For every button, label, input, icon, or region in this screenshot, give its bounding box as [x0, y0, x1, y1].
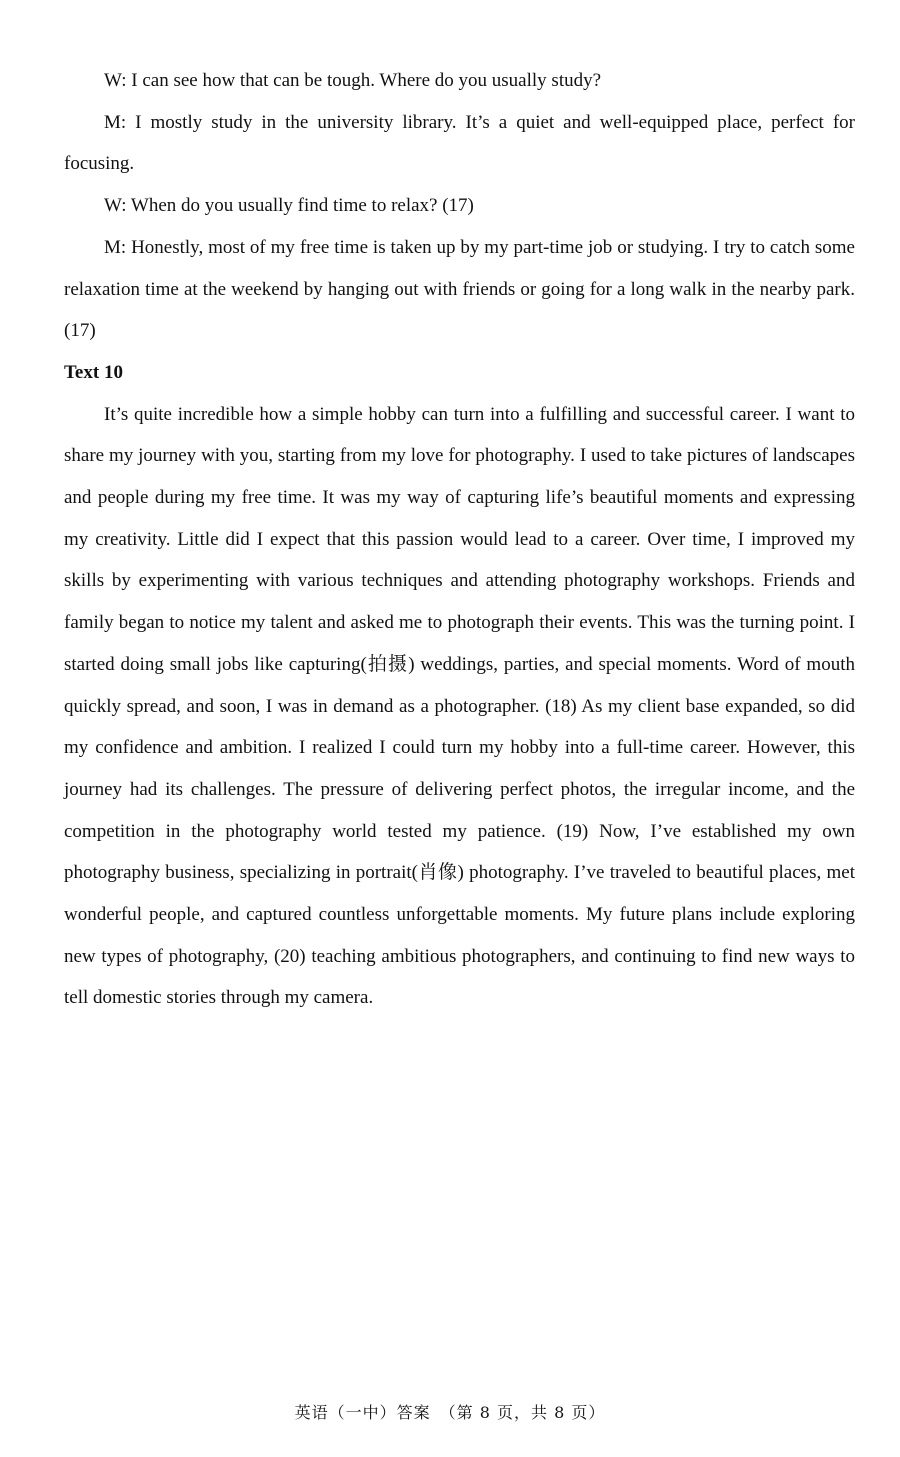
dialogue-line: M: I mostly study in the university library. It’s a quiet and well-equipped place, perfect for focusing.	[64, 111, 855, 175]
document-body	[64, 60, 855, 1019]
dialogue-line: M: Honestly, most of my free time is taken up by my part-time job or studying. I try to catch some relaxation time at the weekend by hanging out with friends or going for a long walk in the nearby park. (17)	[64, 236, 855, 342]
dialogue-line: W: When do you usually find time to relax? (17)	[104, 195, 474, 217]
section-heading: Text 10	[64, 361, 123, 383]
page-footer: 英语（一中）答案 （第 8 页，共 8 页）	[294, 1403, 606, 1422]
dialogue-line: W: I can see how that can be tough. Where do you usually study?	[104, 70, 602, 91]
passage-paragraph: It’s quite incredible how a simple hobby can turn into a fulfilling and successful career. I want to share my journey with you, starting from my love for photography. I used to take pictures of landscapes and people during my free time. It was my way of capturing life’s beautiful moments and expressing my creativity. Little did I expect that this passion would lead to a career. Over time, I improved my skills by experimenting with various techniques and attending photography workshops. Friends and family began to notice my talent and asked me to photograph their events. This was the turning point. I started doing small jobs like capturing(拍摄) weddings, parties, and special moments. Word of mouth quickly spread, and soon, I was in demand as a photographer. (18) As my client base expanded, so did my confidence and ambition. I realized I could turn my hobby into a full-time career. However, this journey had its challenges. The pressure of delivering perfect photos, the irregular income, and the competition in the photography world tested my patience. (19) Now, I’ve established my own photography business, specializing in portrait(肖像) photography. I’ve traveled to beautiful places, met wonderful people, and captured countless unforgettable moments. My future plans include exploring new types of photography, (20) teaching ambitious photographers, and continuing to find new ways to tell domestic stories through my camera.	[64, 403, 855, 1009]
